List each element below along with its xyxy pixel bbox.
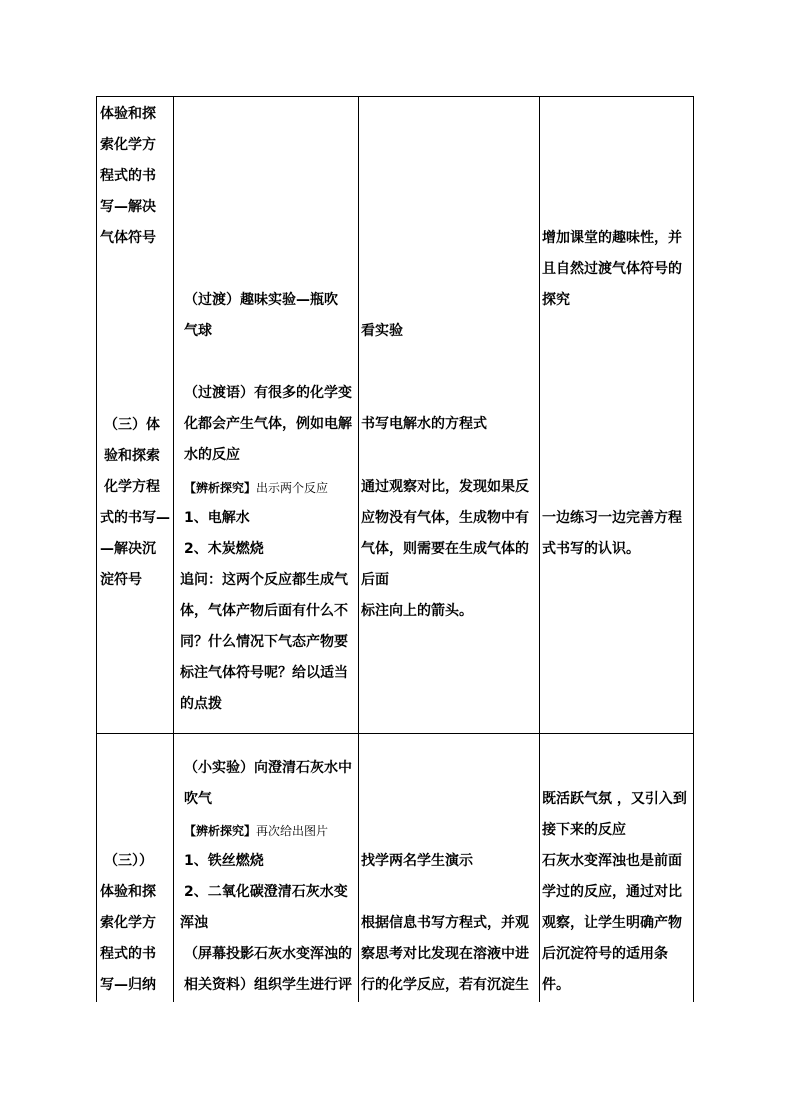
activity-line: 1、电解水	[184, 510, 250, 526]
intent-line: 石灰水变浑浊也是前面	[542, 853, 682, 869]
row-divider	[96, 733, 694, 734]
stage-line: 式的书写—	[100, 510, 170, 526]
col-divider-3	[539, 96, 540, 1002]
activity-line: （小实验）向澄清石灰水中	[184, 760, 352, 776]
activity-line: 水的反应	[184, 447, 240, 463]
activity-line: 的点拨	[180, 696, 222, 712]
stage-line: 淀符号	[100, 572, 142, 588]
activity-line: 1、铁丝燃烧	[184, 853, 264, 869]
stage-line: 体验和探	[100, 884, 156, 900]
stage-line: 体验和探	[100, 106, 156, 122]
intent-line: 接下来的反应	[542, 822, 626, 838]
intent-line: 且自然过渡气体符号的	[542, 261, 682, 277]
intent-line: 增加课堂的趣味性，并	[542, 230, 682, 246]
activity-line: （过渡）趣味实验—瓶吹	[184, 292, 338, 308]
stage-line: 程式的书	[100, 168, 156, 184]
activity-line: 相关资料）组织学生进行评	[184, 977, 352, 993]
stage-line: 索化学方	[100, 137, 156, 153]
student-line: 应物没有气体，生成物中有	[361, 510, 529, 526]
intent-line: 式书写的认识。	[542, 541, 640, 557]
stage-line: 写—归纳	[100, 977, 156, 993]
activity-line: 体，气体产物后面有什么不	[180, 603, 348, 619]
student-line: 找学两名学生演示	[361, 853, 473, 869]
intent-line: 件。	[542, 977, 570, 993]
table-top-border	[96, 96, 694, 97]
activity-line: 追问：这两个反应都生成气	[180, 572, 348, 588]
student-line: 行的化学反应，若有沉淀生	[361, 977, 529, 993]
stage-line: 写—解决	[100, 199, 156, 215]
activity-line: 2、木炭燃烧	[184, 541, 264, 557]
table-right-border	[693, 96, 694, 1002]
student-line: 看实验	[361, 323, 403, 339]
activity-line: 同？什么情况下气态产物要	[180, 634, 348, 650]
stage-line: （三）体	[104, 417, 160, 433]
analysis-text: 出示两个反应	[256, 481, 329, 495]
activity-line	[184, 816, 328, 847]
stage-line: —解决沉	[100, 541, 156, 557]
analysis-text: 再次给出图片	[256, 824, 329, 838]
stage-line: 化学方程	[104, 479, 160, 495]
analysis-tag: 【辨析探究】	[184, 824, 257, 838]
table-left-border	[96, 96, 97, 1002]
student-line: 根据信息书写方程式，并观	[361, 915, 529, 931]
col-divider-1	[173, 96, 174, 1002]
student-line: 通过观察对比，发现如果反	[361, 479, 529, 495]
activity-line: 气球	[184, 323, 212, 339]
student-line: 书写电解水的方程式	[361, 416, 487, 432]
stage-line: 验和探索	[104, 448, 160, 464]
stage-line: （三））	[104, 853, 153, 869]
activity-line	[184, 473, 328, 504]
activity-line: （屏幕投影石灰水变浑浊的	[184, 946, 352, 962]
intent-line: 后沉淀符号的适用条	[542, 946, 668, 962]
activity-line: （过渡语）有很多的化学变	[184, 385, 352, 401]
intent-line: 观察，让学生明确产物	[542, 915, 682, 931]
activity-line: 化都会产生气体，例如电解	[184, 416, 352, 432]
stage-line: 索化学方	[100, 915, 156, 931]
stage-line: 程式的书	[100, 946, 156, 962]
student-line: 标注向上的箭头。	[361, 603, 473, 619]
student-line: 后面	[361, 572, 389, 588]
intent-line: 既活跃气氛 ，又引入到	[542, 791, 687, 807]
intent-line: 探究	[542, 292, 570, 308]
intent-line: 学过的反应，通过对比	[542, 884, 682, 900]
activity-line: 吹气	[184, 791, 212, 807]
student-line: 气体，则需要在生成气体的	[361, 541, 529, 557]
activity-line: 标注气体符号呢？给以适当	[180, 665, 348, 681]
col-divider-2	[358, 96, 359, 1002]
stage-line: 气体符号	[100, 230, 156, 246]
activity-line: 浑浊	[180, 915, 208, 931]
student-line: 察思考对比发现在溶液中进	[361, 946, 529, 962]
intent-line: 一边练习一边完善方程	[542, 510, 682, 526]
activity-line: 2、二氧化碳澄清石灰水变	[184, 884, 348, 900]
analysis-tag: 【辨析探究】	[184, 481, 257, 495]
